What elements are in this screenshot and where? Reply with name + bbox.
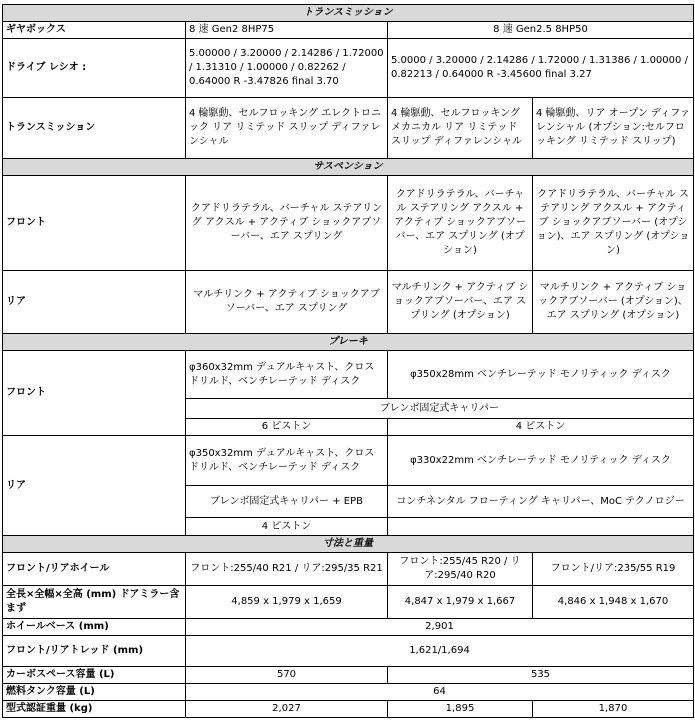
brakes-front-disc-1: φ360x32mm デュアルキャスト、クロスドリルド、ベンチレーテッド ディスク: [186, 351, 388, 399]
suspension-rear-value-1: マルチリンク + アクティブ ショックアブソーバー、エア スプリング: [186, 271, 388, 334]
brakes-rear-caliper-1: ブレンボ固定式キャリパー + EPB: [186, 486, 388, 518]
tread-label: フロント/リアトレッド (mm): [3, 636, 186, 667]
wheelbase-label: ホイールベース (mm): [3, 619, 186, 636]
suspension-rear-value-2: マルチリンク + アクティブ ショックアブソーバー、エア スプリング (オプション): [388, 271, 533, 334]
suspension-rear-value-3: マルチリンク + アクティブ ショックアブソーバー (オプション)、エア スプリング (オプション): [533, 271, 694, 334]
suspension-front-label: フロント: [3, 176, 186, 271]
transmission-value-3: 4 輪駆動、リア オープン ディファレンシャル (オプション:セルフロッキング リミテッド スリップ): [533, 98, 694, 159]
cargo-value-1: 570: [186, 667, 388, 684]
brakes-rear-caliper-2: コンチネンタル フローティング キャリパー、MoC テクノロジー: [388, 486, 694, 518]
weight-label: 型式認証重量 (kg): [3, 701, 186, 718]
wheels-value-3: フロント/リア:235/55 R19: [533, 553, 694, 586]
suspension-rear-label: リア: [3, 271, 186, 334]
drive-ratio-value-1: 5.00000 / 3.20000 / 2.14286 / 1.72000 / 1.31310 / 1.00000 / 0.82262 / 0.64000 R -3.47826 final 3.70: [186, 39, 388, 98]
section-transmission-heading: トランスミッション: [3, 5, 694, 22]
transmission-label: トランスミッション: [3, 98, 186, 159]
brakes-front-caliper: ブレンボ固定式キャリパー: [186, 399, 694, 419]
cargo-value-2: 535: [388, 667, 694, 684]
weight-value-2: 1,895: [388, 701, 533, 718]
suspension-front-value-2: クアドリラテラル、バーチャル ステアリング アクスル + アクティブ ショックアブソーバー、エア スプリング (オプション): [388, 176, 533, 271]
cargo-label: カーボスペース容量 (L): [3, 667, 186, 684]
size-label: 全長×全幅×全高 (mm) ドアミラー含まず: [3, 586, 186, 619]
spec-table: [2, 4, 694, 718]
size-value-1: 4,859 x 1,979 x 1,659: [186, 586, 388, 619]
section-suspension-heading: サスペンション: [3, 159, 694, 176]
section-dimensions-heading: 寸法と重量: [3, 536, 694, 553]
transmission-value-1: 4 輪駆動、セルフロッキング エレクトロニック リア リミテッド スリップ ディファレンシャル: [186, 98, 388, 159]
transmission-value-2: 4 輪駆動、セルフロッキング メカニカル リア リミテッド スリップ ディファレンシャル: [388, 98, 533, 159]
brakes-front-disc-2: φ350x28mm ベンチレーテッド モノリティック ディスク: [388, 351, 694, 399]
brakes-rear-label: リア: [3, 436, 186, 536]
size-value-2: 4,847 x 1,979 x 1,667: [388, 586, 533, 619]
gearbox-value-1: 8 速 Gen2 8HP75: [186, 22, 388, 39]
brakes-rear-piston-blank: [388, 518, 694, 536]
drive-ratio-label: ドライブ レシオ :: [3, 39, 186, 98]
tread-value: 1,621/1,694: [186, 636, 694, 667]
size-value-3: 4,846 x 1,948 x 1,670: [533, 586, 694, 619]
weight-value-3: 1,870: [533, 701, 694, 718]
wheels-value-1: フロント:255/40 R21 / リア:295/35 R21: [186, 553, 388, 586]
fuel-label: 燃料タンク容量 (L): [3, 684, 186, 701]
drive-ratio-value-2: 5.0000 / 3.20000 / 2.14286 / 1.72000 / 1.31386 / 1.00000 / 0.82213 / 0.64000 R -3.45600 final 3.27: [388, 39, 694, 98]
gearbox-label: ギヤボックス: [3, 22, 186, 39]
brakes-rear-disc-1: φ350x32mm デュアルキャスト、クロスドリルド、ベンチレーテッド ディスク: [186, 436, 388, 486]
suspension-front-value-1: クアドリラテラル、バーチャル ステアリング アクスル + アクティブ ショックアブソーバー、エア スプリング: [186, 176, 388, 271]
wheels-label: フロント/リアホイール: [3, 553, 186, 586]
wheelbase-value: 2,901: [186, 619, 694, 636]
gearbox-value-2: 8 速 Gen2.5 8HP50: [388, 22, 694, 39]
wheels-value-2: フロント:255/45 R20 / リア:295/40 R20: [388, 553, 533, 586]
brakes-rear-disc-2: φ330x22mm ベンチレーテッド モノリティック ディスク: [388, 436, 694, 486]
brakes-front-label: フロント: [3, 351, 186, 436]
fuel-value: 64: [186, 684, 694, 701]
brakes-front-piston-2: 4 ピストン: [388, 419, 694, 436]
suspension-front-value-3: クアドリラテラル、バーチャル ステアリング アクスル + アクティブ ショックアブソーバー (オプション)、エア スプリング (オプション): [533, 176, 694, 271]
brakes-front-piston-1: 6 ピストン: [186, 419, 388, 436]
brakes-rear-piston-1: 4 ピストン: [186, 518, 388, 536]
weight-value-1: 2,027: [186, 701, 388, 718]
section-brakes-heading: ブレーキ: [3, 334, 694, 351]
